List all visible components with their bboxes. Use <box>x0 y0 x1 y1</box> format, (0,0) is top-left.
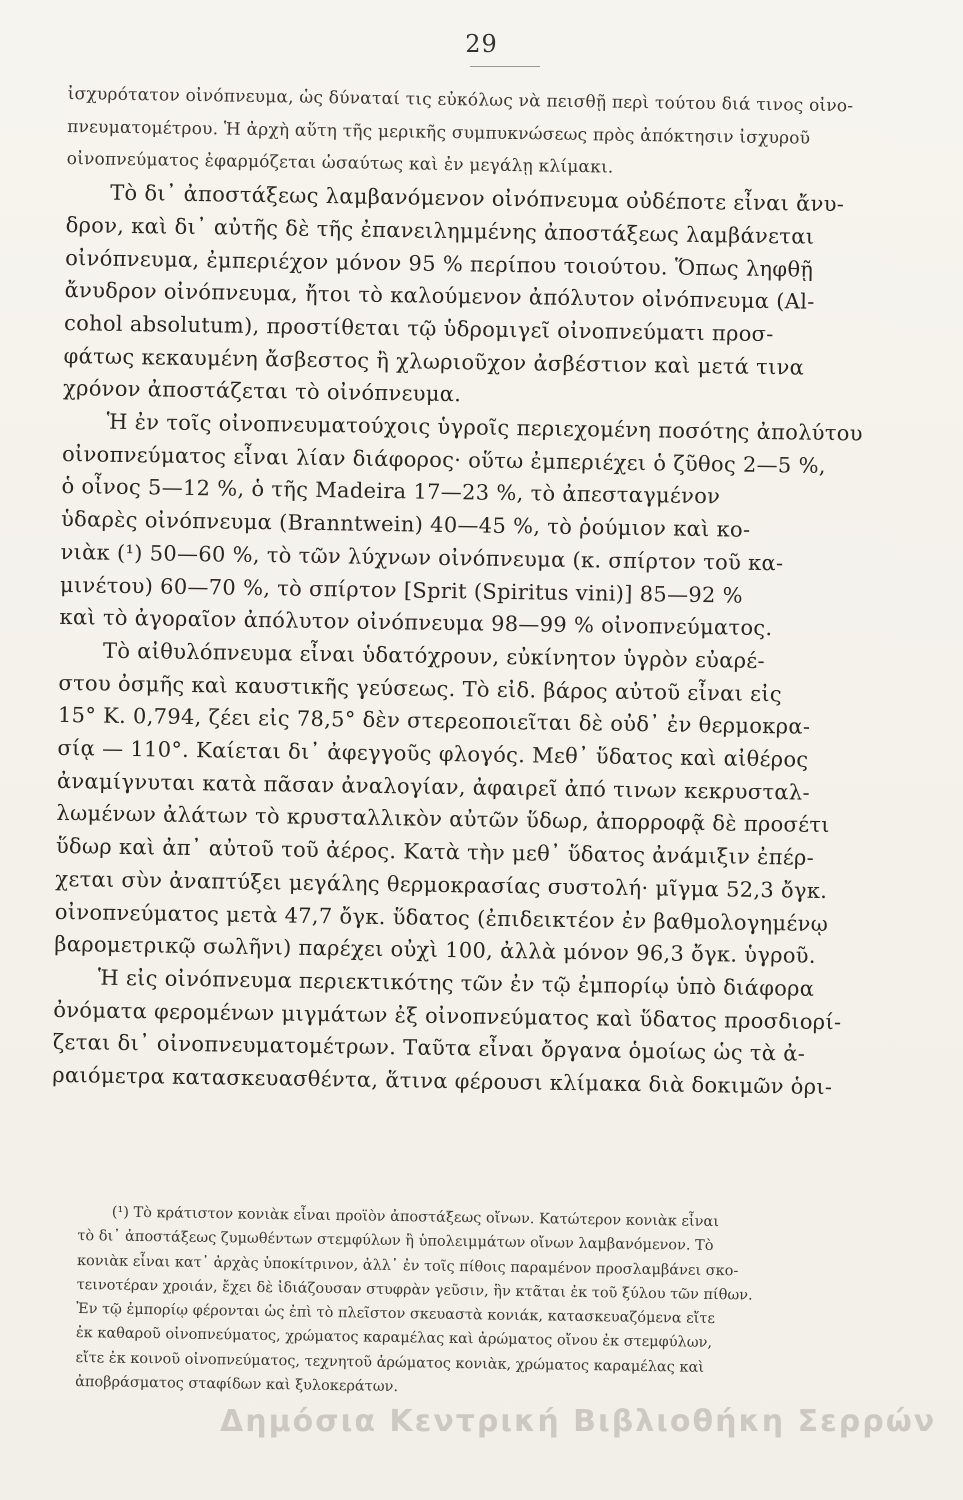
text-line: ζεται δι᾽ οἰνοπνευματομέτρων. Ταῦτα εἶναι ὄργανα ὁμοίως ὡς τὰ ἀ- <box>52 1030 806 1067</box>
text-line: cohol absolutum), προστίθεται τῷ ὑδρομιγεῖ οἰνοπνεύματι προσ- <box>63 310 774 347</box>
text-line: πνευματομέτρου. Ἡ ἀρχὴ αὕτη τῆς μερικῆς συμπυκνώσεως πρὸς ἀπόκτησιν ἰσχυροῦ <box>67 116 811 149</box>
page-number: 29 <box>465 30 498 58</box>
footnote-line: ἀποβράσματος σταφίδων καὶ ξυλοκεράτων. <box>75 1374 399 1396</box>
text-line: οἰνόπνευμα, ἐμπεριέχον μόνον 95 % περίπου τοιούτου. Ὅπως ληφθῇ <box>64 245 814 282</box>
text-line: ἄνυδρον οἰνόπνευμα, ἤτοι τὸ καλούμενον ἀπόλυτον οἰνόπνευμα (Al- <box>64 278 815 314</box>
text-line: νιὰκ (¹) 50—60 %, τὸ τῶν λύχνων οἰνόπνευμα (κ. σπίρτον τοῦ κα- <box>60 539 784 576</box>
text-line: χρόνον ἀποστάζεται τὸ οἰνόπνευμα. <box>62 376 462 407</box>
footnote-line: (¹) Τὸ κράτιστον κονιὰκ εἶναι προϊὸν ἀποστάξεως οἴνων. Κατώτερον κονιὰκ εἶναι <box>111 1204 720 1231</box>
text-line: οἰνοπνεύματος μετὰ 47,7 ὄγκ. ὕδατος (ἐπιδεικτέον ἐν βαθμολογημένῳ <box>54 899 829 936</box>
text-line: ὑδαρὲς οἰνόπνευμα (Branntwein) 40—45 %, τὸ ῥούμιον καὶ κο- <box>60 507 751 542</box>
text-line: φάτως κεκαυμένη ἄσβεστος ἢ χλωριοῦχον ἀσβέστιον καὶ μετά τινα <box>63 343 805 380</box>
library-watermark: Δημόσια Κεντρική Βιβλιοθήκη Σερρών <box>220 1404 937 1439</box>
main-text <box>52 78 918 1105</box>
text-line: λωμένων ἀλάτων τὸ κρυσταλλικὸν αὐτῶν ὕδωρ, ἀπορροφᾷ δὲ προσέτι <box>56 801 830 838</box>
text-line: ραιόμετρα κατασκευασθέντα, ἅτινα φέρουσι κλίμακα διὰ δοκιμῶν ὁρι- <box>52 1062 833 1100</box>
footnote-line: τὸ δι᾽ ἀποστάξεως ζυμωθέντων στεμφύλων ἢ ὑπολειμμάτων οἴνων λαμβανόμενον. Τὸ <box>77 1228 714 1255</box>
text-line: Ἡ εἰς οἰνόπνευμα περιεκτικότης τῶν ἐν τῷ ἐμπορίῳ ὑπὸ διάφορα <box>97 965 815 1001</box>
text-line: 15° Κ. 0,794, ζέει εἰς 78,5° δὲν στερεοποιεῖται δὲ οὐδ᾽ ἐν θερμοκρα- <box>57 703 811 740</box>
text-line: σίᾳ — 110°. Καίεται δι᾽ ἀφεγγοῦς φλογός. Μεθ᾽ ὕδατος καὶ αἰθέρος <box>57 735 809 772</box>
footnote-line: εἴτε ἐκ κοινοῦ οἰνοπνεύματος, τεχνητοῦ ἀρώματος κονιὰκ, χρώματος καραμέλας καὶ <box>75 1349 705 1376</box>
header-rule <box>470 66 540 67</box>
text-line: μινέτου) 60—70 %, τὸ σπίρτον [Sprit (Spiritus vini)] 85—92 % <box>59 572 744 608</box>
footnote-line: τεινοτέραν χροιάν, ἔχει δὲ ἰδιάζουσαν στυφρὰν γεῦσιν, ἣν κτᾶται ἐκ τοῦ ξύλου τῶν πίθων. <box>76 1276 753 1304</box>
text-line: οἰνοπνεύματος εἶναι λίαν διάφορος· οὕτω ἐμπεριέχει ὁ ζῦθος 2—5 %, <box>61 441 826 478</box>
text-line: καὶ τὸ ἀγοραῖον ἀπόλυτον οἰνόπνευμα 98—99 % οἰνοπνεύματος. <box>59 605 773 641</box>
footnotes <box>75 1200 858 1407</box>
footnote-line: ἐκ καθαροῦ οἰνοπνεύματος, χρώματος καραμέλας καὶ ἀρώματος οἴνου ἐκ στεμφύλων, <box>75 1325 713 1352</box>
text-line: Τὸ αἰθυλόπνευμα εἶναι ὑδατόχρουν, εὐκίνητον ὑγρὸν εὐαρέ- <box>102 638 766 673</box>
text-line: ὕδωρ καὶ ἀπ᾽ αὐτοῦ τοῦ ἀέρος. Κατὰ τὴν μεθ᾽ ὕδατος ἀνάμιξιν ἐπέρ- <box>55 834 815 870</box>
text-line: βαρομετρικῷ σωλῆνι) παρέχει οὐχὶ 100, ἀλλὰ μόνον 96,3 ὄγκ. ὑγροῦ. <box>54 932 817 969</box>
text-line: Ἡ ἐν τοῖς οἰνοπνευματούχοις ὑγροῖς περιεχομένη ποσότης ἀπολύτου <box>106 409 863 446</box>
text-line: χεται σὺν ἀναπτύξει μεγάλης θερμοκρασίας συστολή· μῖγμα 52,3 ὄγκ. <box>55 866 828 903</box>
footnote-line: κονιὰκ εἶναι κατ᾽ ἀρχὰς ὑποκίτρινον, ἀλλ᾽ ἐν τοῖς πίθοις παραμένον προσλαμβάνει σκο- <box>76 1252 739 1279</box>
text-line: ὀνόματα φερομένων μιγμάτων ἐξ οἰνοπνεύματος καὶ ὕδατος προσδιορί- <box>53 997 842 1034</box>
text-line: στου ὀσμῆς καὶ καυστικῆς γεύσεως. Τὸ εἰδ. βάρος αὐτοῦ εἶναι εἰς <box>58 670 783 706</box>
text-line: οἰνοπνεύματος ἐφαρμόζεται ὡσαύτως καὶ ἐν μεγάλῃ κλίμακι. <box>66 149 614 178</box>
text-line: δρον, καὶ δι᾽ αὐτῆς δὲ τῆς ἐπανειλημμένης ἀποστάξεως λαμβάνεται <box>65 212 815 249</box>
text-line: ἀναμίγνυται κατὰ πᾶσαν ἀναλογίαν, ἀφαιρεῖ ἀπό τινων κεκρυσταλ- <box>56 768 811 805</box>
text-line: Τὸ δι᾽ ἀποστάξεως λαμβανόμενον οἰνόπνευμα οὐδέποτε εἶναι ἄνυ- <box>110 180 845 217</box>
text-line: ὁ οἶνος 5—12 %, ὁ τῆς Madeira 17—23 %, τὸ ἀπεσταγμένον <box>61 474 721 509</box>
text-line: ἰσχυρότατον οἰνόπνευμα, ὡς δύναταί τις εὐκόλως νὰ πεισθῇ περὶ τούτου διά τινος οἰνο- <box>67 83 854 117</box>
footnote-line: Ἐν τῷ ἐμπορίῳ φέρονται ὡς ἐπὶ τὸ πλεῖστον σκευαστὰ κονιάκ, κατασκευαζόμενα εἴτε <box>76 1301 716 1328</box>
